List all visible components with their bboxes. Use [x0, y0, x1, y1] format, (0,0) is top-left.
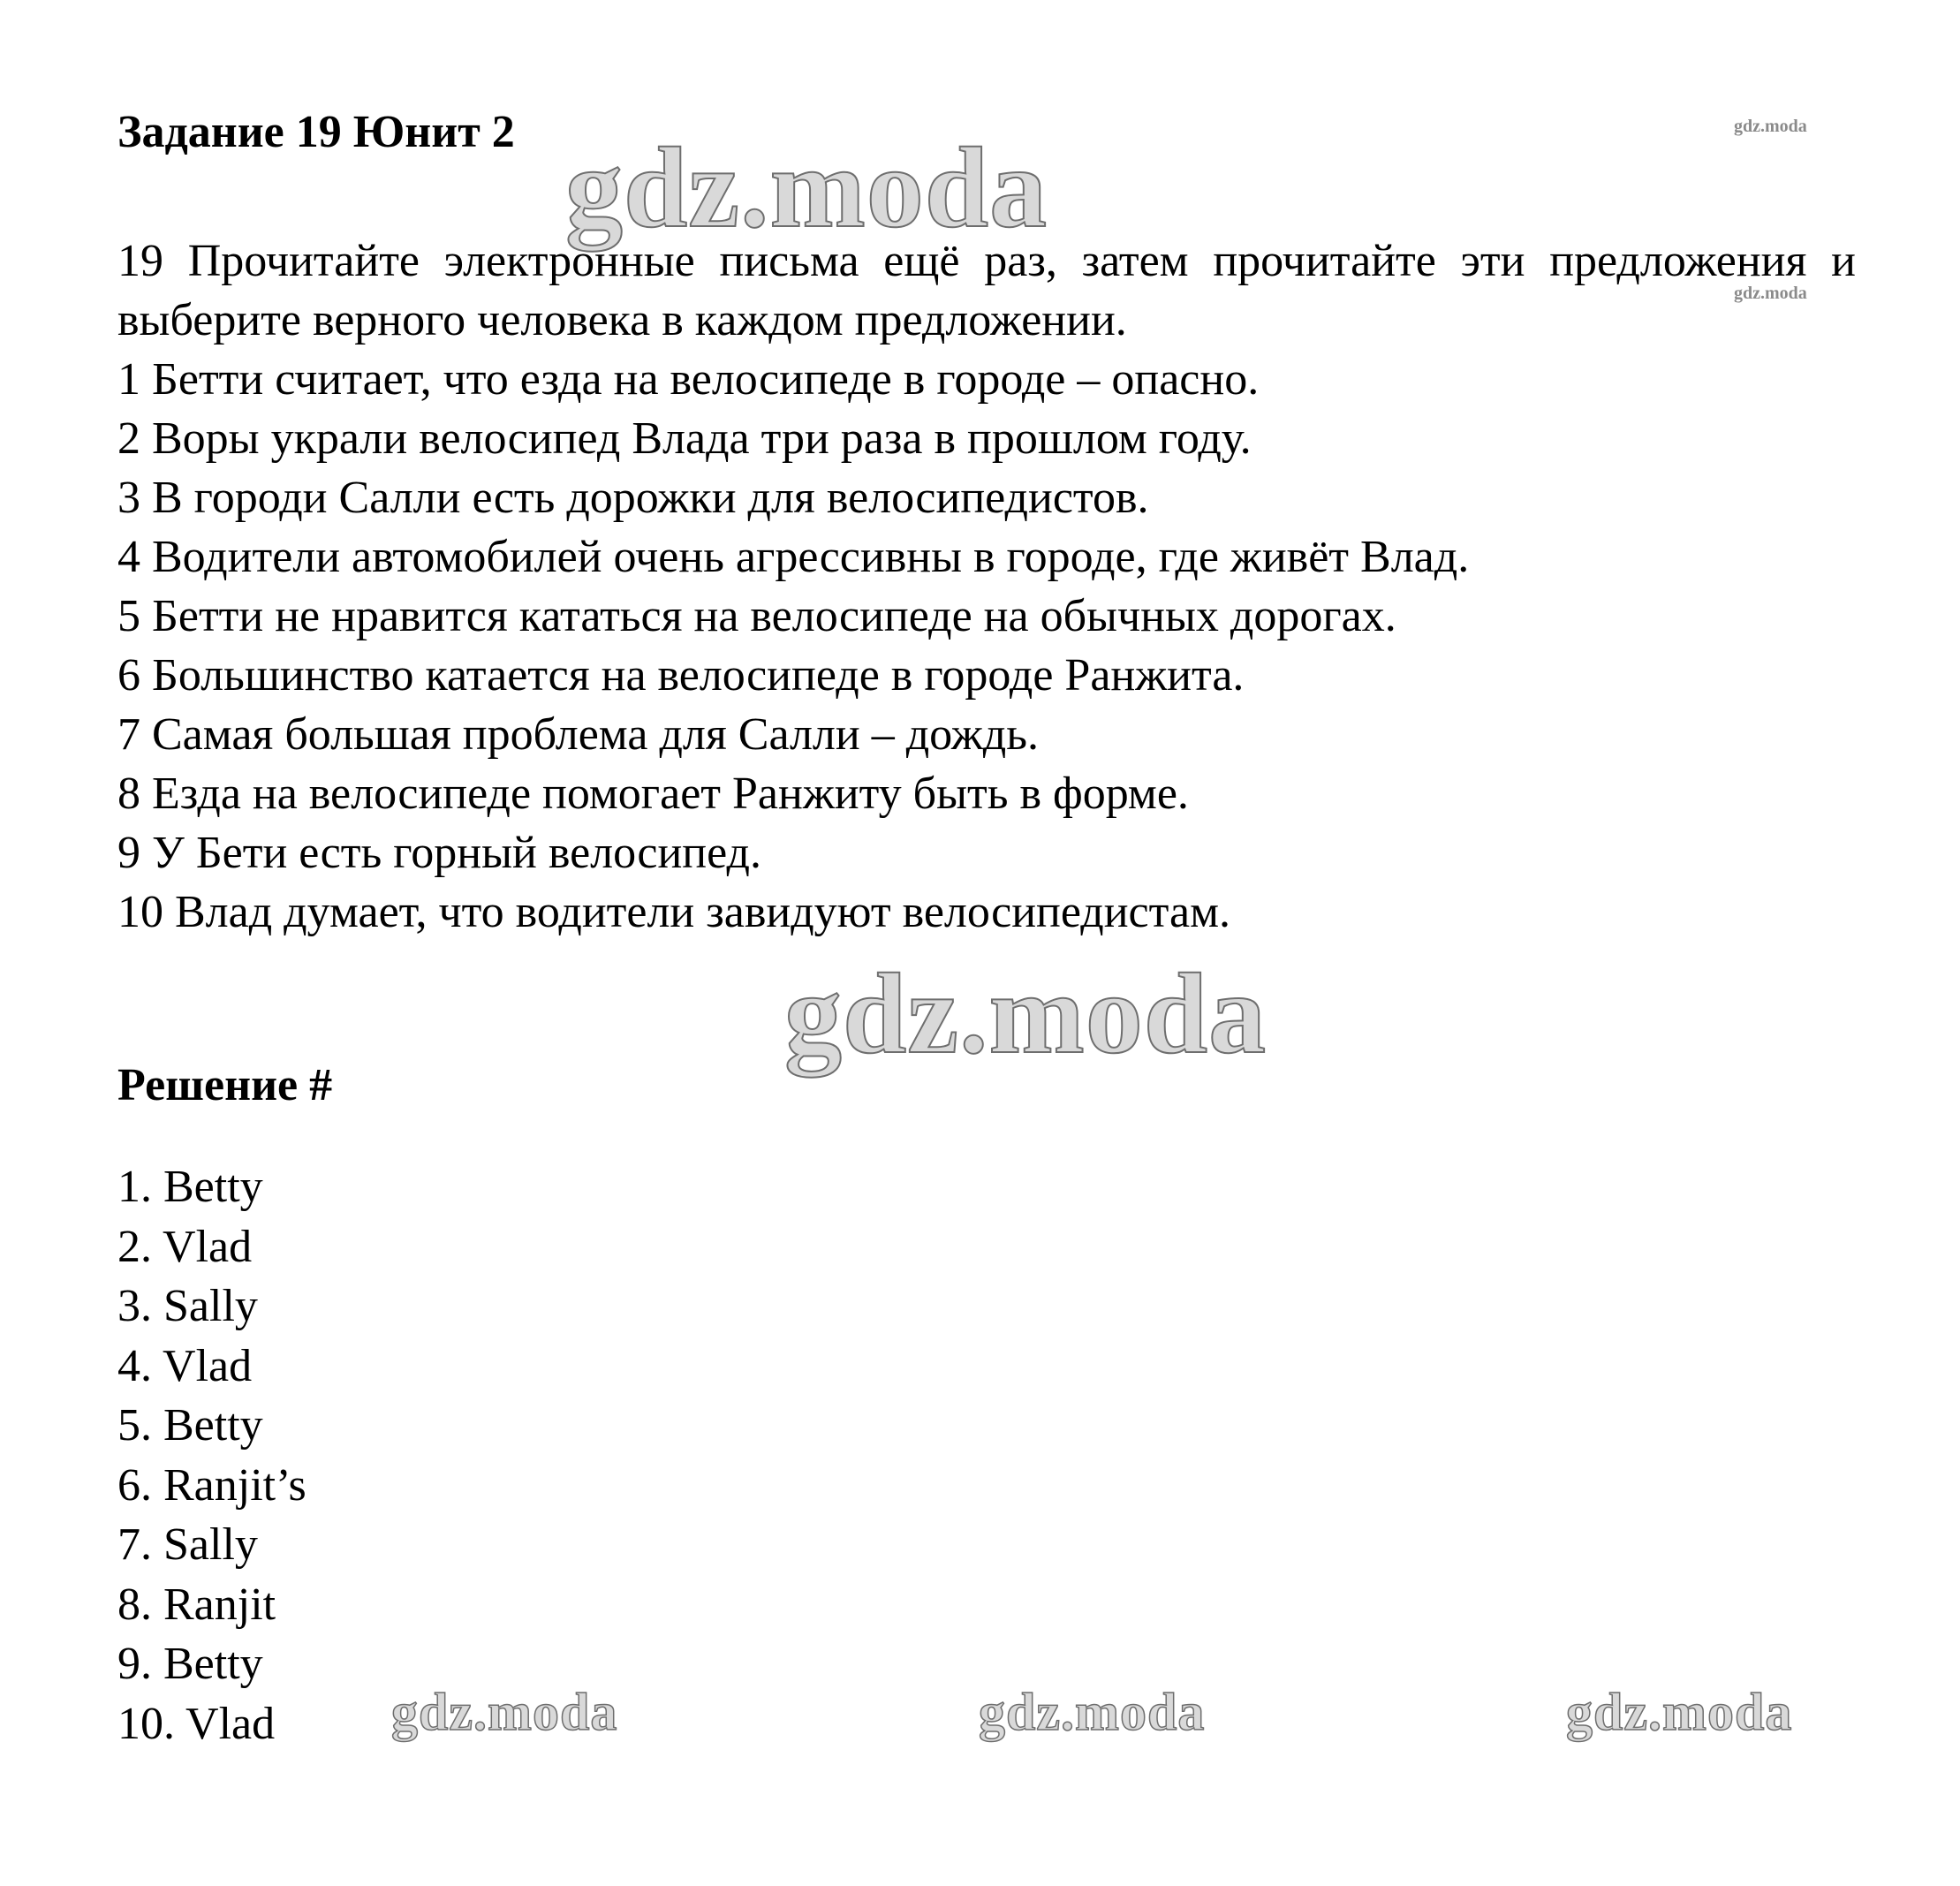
watermark-small-top: gdz.moda [1734, 117, 1807, 136]
task-item: 3 В городи Салли есть дорожки для велосипедистов. [117, 473, 1149, 523]
answer-item: 5. Betty [117, 1400, 263, 1450]
watermark-bottom-right: gdz.moda [1566, 1683, 1793, 1741]
watermark-large-top: gdz.moda [565, 125, 1048, 252]
answer-item: 10. Vlad [117, 1698, 276, 1749]
task-item: 7 Самая большая проблема для Салли – дождь. [117, 709, 1039, 760]
task-intro: 19 Прочитайте электронные письма ещё раз, затем прочитайте эти предложения и выберите верного человека в каждом предложении. [117, 236, 1856, 345]
answer-item: 7. Sally [117, 1519, 258, 1570]
solution-title: Решение # [117, 1060, 333, 1110]
task-title: Задание 19 Юнит 2 [117, 107, 515, 157]
task-item: 10 Влад думает, что водители завидуют велосипедистам. [117, 887, 1230, 937]
task-body [117, 231, 1856, 942]
answer-item: 6. Ranjit’s [117, 1459, 306, 1511]
task-item: 6 Большинство катается на велосипеде в городе Ранжита. [117, 650, 1245, 701]
task-item: 9 У Бети есть горный велосипед. [117, 828, 761, 878]
answer-item: 9. Betty [117, 1639, 263, 1689]
watermark-large-middle: gdz.moda [784, 951, 1268, 1078]
task-item: 4 Водители автомобилей очень агрессивны в городе, где живёт Влад. [117, 532, 1470, 582]
task-item: 5 Бетти не нравится кататься на велосипеде на обычных дорогах. [117, 591, 1396, 641]
task-item: 1 Бетти считает, что езда на велосипеде в городе – опасно. [117, 354, 1260, 405]
watermark-bottom-left: gdz.moda [391, 1683, 618, 1741]
task-item: 8 Езда на велосипеде помогает Ранжиту быть в форме. [117, 769, 1189, 819]
answer-item: 8. Ranjit [117, 1579, 276, 1630]
answer-item: 3. Sally [117, 1281, 258, 1331]
answer-item: 2. Vlad [117, 1221, 253, 1272]
watermark-bottom-center: gdz.moda [979, 1683, 1206, 1741]
answer-item: 1. Betty [117, 1162, 263, 1212]
answer-item: 4. Vlad [117, 1340, 253, 1391]
answer-list [117, 1157, 306, 1753]
watermark-small-right: gdz.moda [1734, 284, 1807, 303]
task-item: 2 Воры украли велосипед Влада три раза в прошлом году. [117, 413, 1252, 464]
